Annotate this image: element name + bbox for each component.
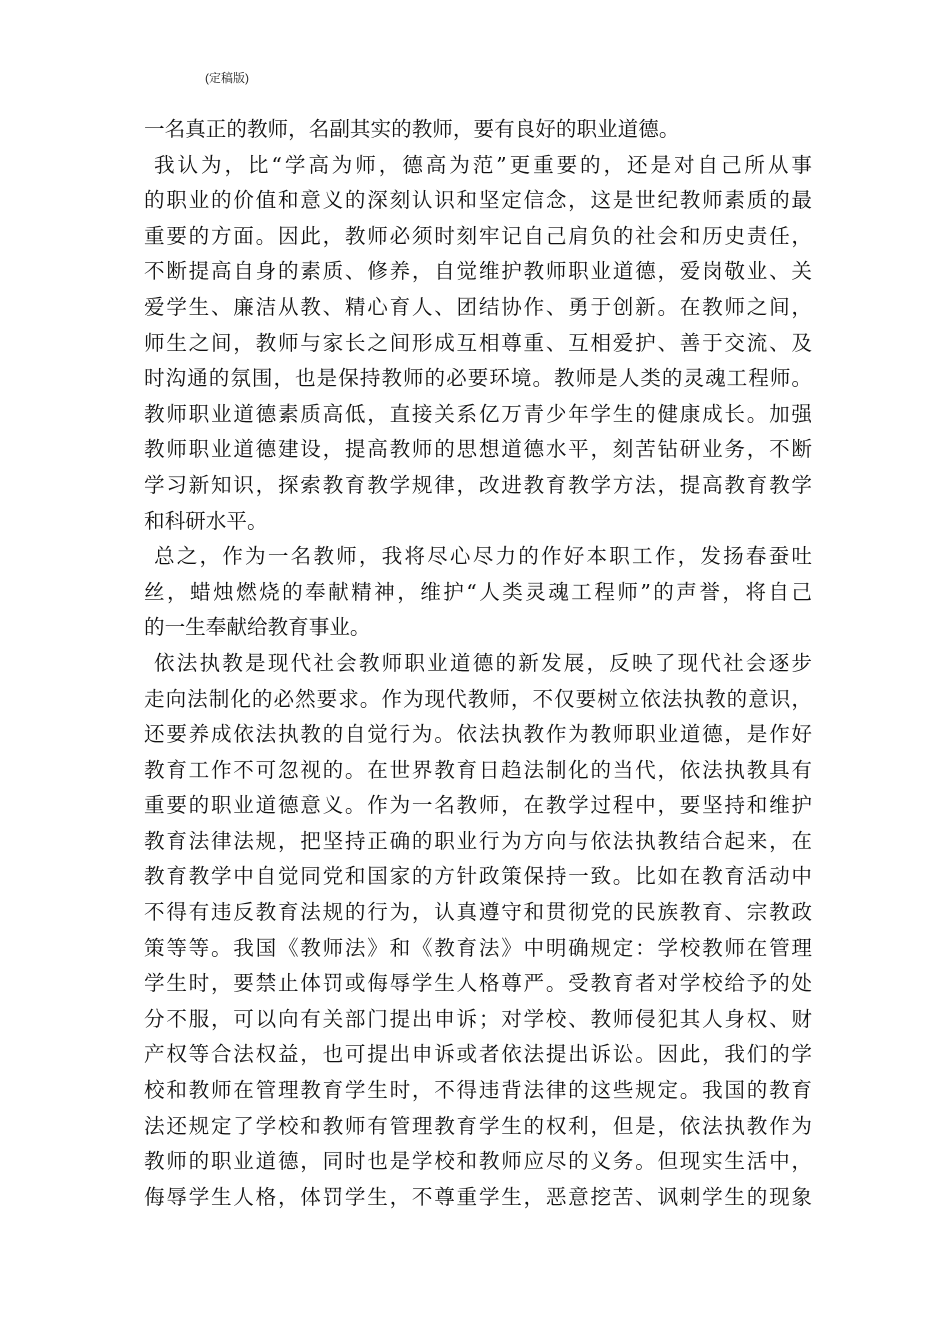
text-line: 走向法制化的必然要求。作为现代教师，不仅要树立依法执教的意识， xyxy=(144,686,812,711)
text-line: 教育法律法规，把坚持正确的职业行为方向与依法执教结合起来，在 xyxy=(144,828,812,853)
text-line: 侮辱学生人格，体罚学生，不尊重学生，恶意挖苦、讽刺学生的现象 xyxy=(144,1184,812,1209)
text-line: 丝，蜡烛燃烧的奉献精神，维护“人类灵魂工程师”的声誉，将自己 xyxy=(144,579,812,604)
text-line: 教师的职业道德，同时也是学校和教师应尽的义务。但现实生活中， xyxy=(144,1149,812,1174)
text-line: 学习新知识，探索教育教学规律，改进教育教学方法，提高教育教学 xyxy=(144,472,812,497)
text-line: 教师职业道德建设，提高教师的思想道德水平，刻苦钻研业务，不断 xyxy=(144,437,812,462)
text-line: 策等等。我国《教师法》和《教育法》中明确规定：学校教师在管理 xyxy=(144,935,812,960)
text-line: 产权等合法权益，也可提出申诉或者依法提出诉讼。因此，我们的学 xyxy=(144,1042,812,1067)
text-line: 重要的方面。因此，教师必须时刻牢记自己肩负的社会和历史责任， xyxy=(144,223,812,248)
text-line: 学生时，要禁止体罚或侮辱学生人格尊严。受教育者对学校给予的处 xyxy=(144,971,812,996)
text-line: 时沟通的氛围，也是保持教师的必要环境。教师是人类的灵魂工程师。 xyxy=(144,366,812,391)
text-line: 教育教学中自觉同党和国家的方针政策保持一致。比如在教育活动中 xyxy=(144,864,812,889)
text-line: 依法执教是现代社会教师职业道德的新发展，反映了现代社会逐步 xyxy=(154,650,812,675)
document-body xyxy=(144,112,812,1215)
text-line: 我认为，比“学高为师，德高为范”更重要的，还是对自己所从事 xyxy=(154,152,812,177)
text-line: 爱学生、廉洁从教、精心育人、团结协作、勇于创新。在教师之间， xyxy=(144,294,812,319)
text-line: 校和教师在管理教育学生时，不得违背法律的这些规定。我国的教育 xyxy=(144,1078,812,1103)
text-line: 重要的职业道德意义。作为一名教师，在教学过程中，要坚持和维护 xyxy=(144,793,812,818)
text-line: 教师职业道德素质高低，直接关系亿万青少年学生的健康成长。加强 xyxy=(144,401,812,426)
text-line: 的一生奉献给教育事业。 xyxy=(144,615,371,640)
text-line: 分不服，可以向有关部门提出申诉；对学校、教师侵犯其人身权、财 xyxy=(144,1006,812,1031)
text-line: 总之，作为一名教师，我将尽心尽力的作好本职工作，发扬春蚕吐 xyxy=(154,544,812,569)
text-line: 不得有违反教育法规的行为，认真遵守和贯彻党的民族教育、宗教政 xyxy=(144,900,812,925)
text-line: 教育工作不可忽视的。在世界教育日趋法制化的当代，依法执教具有 xyxy=(144,757,812,782)
text-line: 的职业的价值和意义的深刻认识和坚定信念，这是世纪教师素质的最 xyxy=(144,188,812,213)
text-line: 不断提高自身的素质、修养，自觉维护教师职业道德，爱岗敬业、关 xyxy=(144,259,812,284)
document-version-note: (定稿版) xyxy=(205,71,249,85)
text-line: 和科研水平。 xyxy=(144,508,268,533)
text-line: 师生之间，教师与家长之间形成互相尊重、互相爱护、善于交流、及 xyxy=(144,330,812,355)
text-line: 一名真正的教师，名副其实的教师，要有良好的职业道德。 xyxy=(144,117,680,141)
text-line: 还要养成依法执教的自觉行为。依法执教作为教师职业道德，是作好 xyxy=(144,722,812,747)
text-line: 法还规定了学校和教师有管理教育学生的权利，但是，依法执教作为 xyxy=(144,1113,812,1138)
